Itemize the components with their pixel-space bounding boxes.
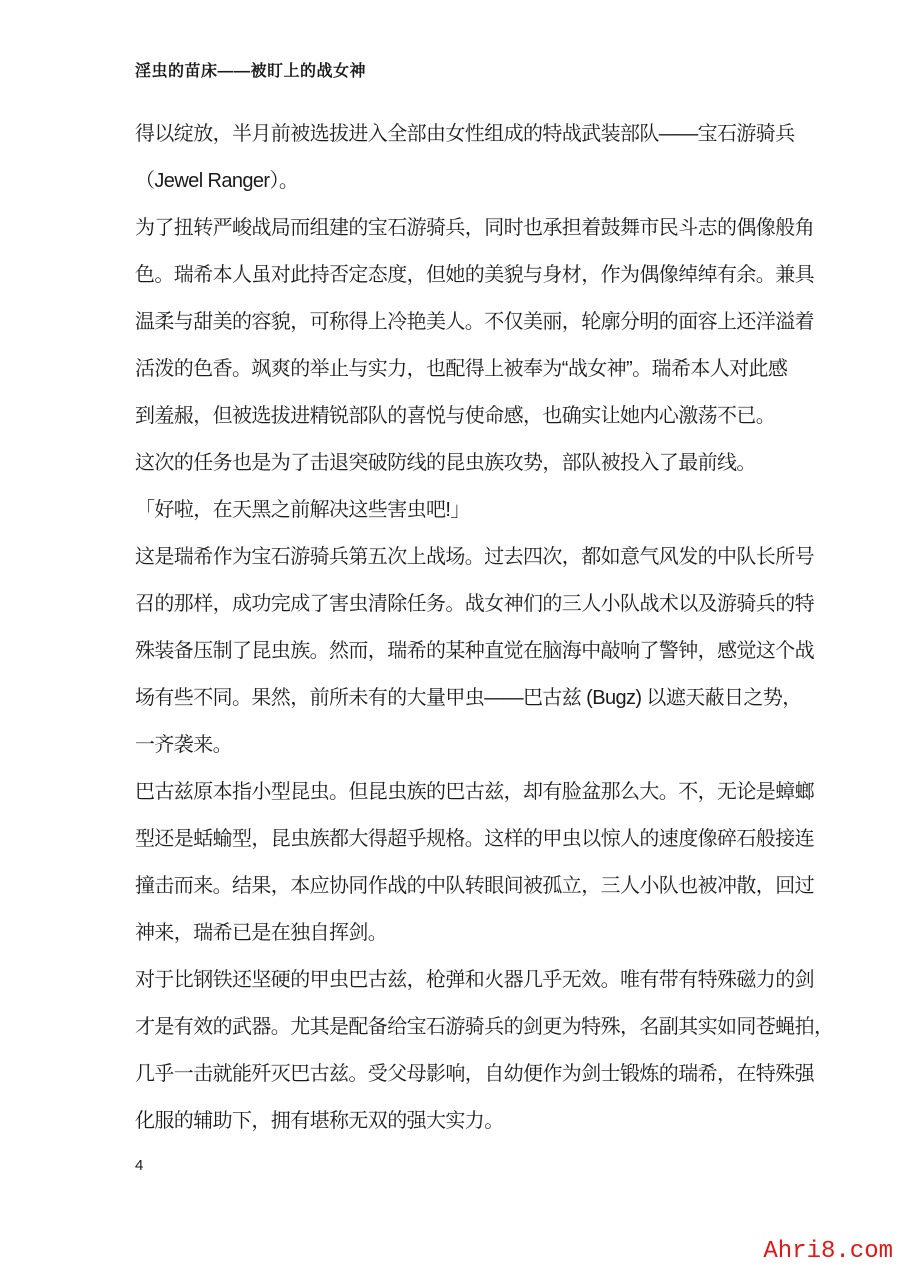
text-line: 得以绽放，半月前被选拔进入全部由女性组成的特战武装部队——宝石游骑兵 xyxy=(135,123,795,145)
text-line: 对于比钢铁还坚硬的甲虫巴古兹，枪弹和火器几乎无效。唯有带有特殊磁力的剑 xyxy=(135,969,814,991)
text-line: 化服的辅助下，拥有堪称无双的强大实力。 xyxy=(135,1110,504,1132)
text-line: 活泼的色香。飒爽的举止与实力，也配得上被奉为“战女神”。瑞希本人对此感 xyxy=(135,358,788,380)
text-line: 场有些不同。果然，前所未有的大量甲虫——巴古兹 (Bugz) 以遮天蔽日之势， xyxy=(135,687,802,709)
text-line: 温柔与甜美的容貌，可称得上冷艳美人。不仅美丽，轮廓分明的面容上还洋溢着 xyxy=(135,311,814,333)
text-line: 召的那样，成功完成了害虫清除任务。战女神们的三人小队战术以及游骑兵的特 xyxy=(135,593,814,615)
text-line: 为了扭转严峻战局而组建的宝石游骑兵，同时也承担着鼓舞市民斗志的偶像般角 xyxy=(135,217,814,239)
text-line: 巴古兹原本指小型昆虫。但昆虫族的巴古兹，却有脸盆那么大。不，无论是蟑螂 xyxy=(135,781,814,803)
page-number: 4 xyxy=(135,1157,144,1174)
text-line: 这是瑞希作为宝石游骑兵第五次上战场。过去四次，都如意气风发的中队长所号 xyxy=(135,546,814,568)
text-line: （Jewel Ranger）。 xyxy=(135,170,299,192)
text-line: 型还是蛞蝓型，昆虫族都大得超乎规格。这样的甲虫以惊人的速度像碎石般接连 xyxy=(135,828,814,850)
text-line: 到羞赧，但被选拔进精锐部队的喜悦与使命感，也确实让她内心激荡不已。 xyxy=(135,405,776,427)
text-line: 殊装备压制了昆虫族。然而，瑞希的某种直觉在脑海中敲响了警钟，感觉这个战 xyxy=(135,640,814,662)
text-line: 撞击而来。结果，本应协同作战的中队转眼间被孤立，三人小队也被冲散，回过 xyxy=(135,875,814,897)
watermark: Ahri8.com xyxy=(763,1238,893,1265)
document-header-title: 淫虫的苗床——被盯上的战女神 xyxy=(135,63,367,80)
text-line: 这次的任务也是为了击退突破防线的昆虫族攻势，部队被投入了最前线。 xyxy=(135,452,756,474)
body-text xyxy=(135,111,834,1145)
text-line: 几乎一击就能歼灭巴古兹。受父母影响，自幼便作为剑士锻炼的瑞希，在特殊强 xyxy=(135,1063,814,1085)
text-line: 色。瑞希本人虽对此持否定态度，但她的美貌与身材，作为偶像绰绰有余。兼具 xyxy=(135,264,814,286)
text-line: 神来，瑞希已是在独自挥剑。 xyxy=(135,922,388,944)
text-line: 「好啦，在天黑之前解决这些害虫吧!」 xyxy=(135,499,470,521)
text-line: 一齐袭来。 xyxy=(135,734,232,756)
text-line: 才是有效的武器。尤其是配备给宝石游骑兵的剑更为特殊，名副其实如同苍蝇拍， xyxy=(135,1016,834,1038)
